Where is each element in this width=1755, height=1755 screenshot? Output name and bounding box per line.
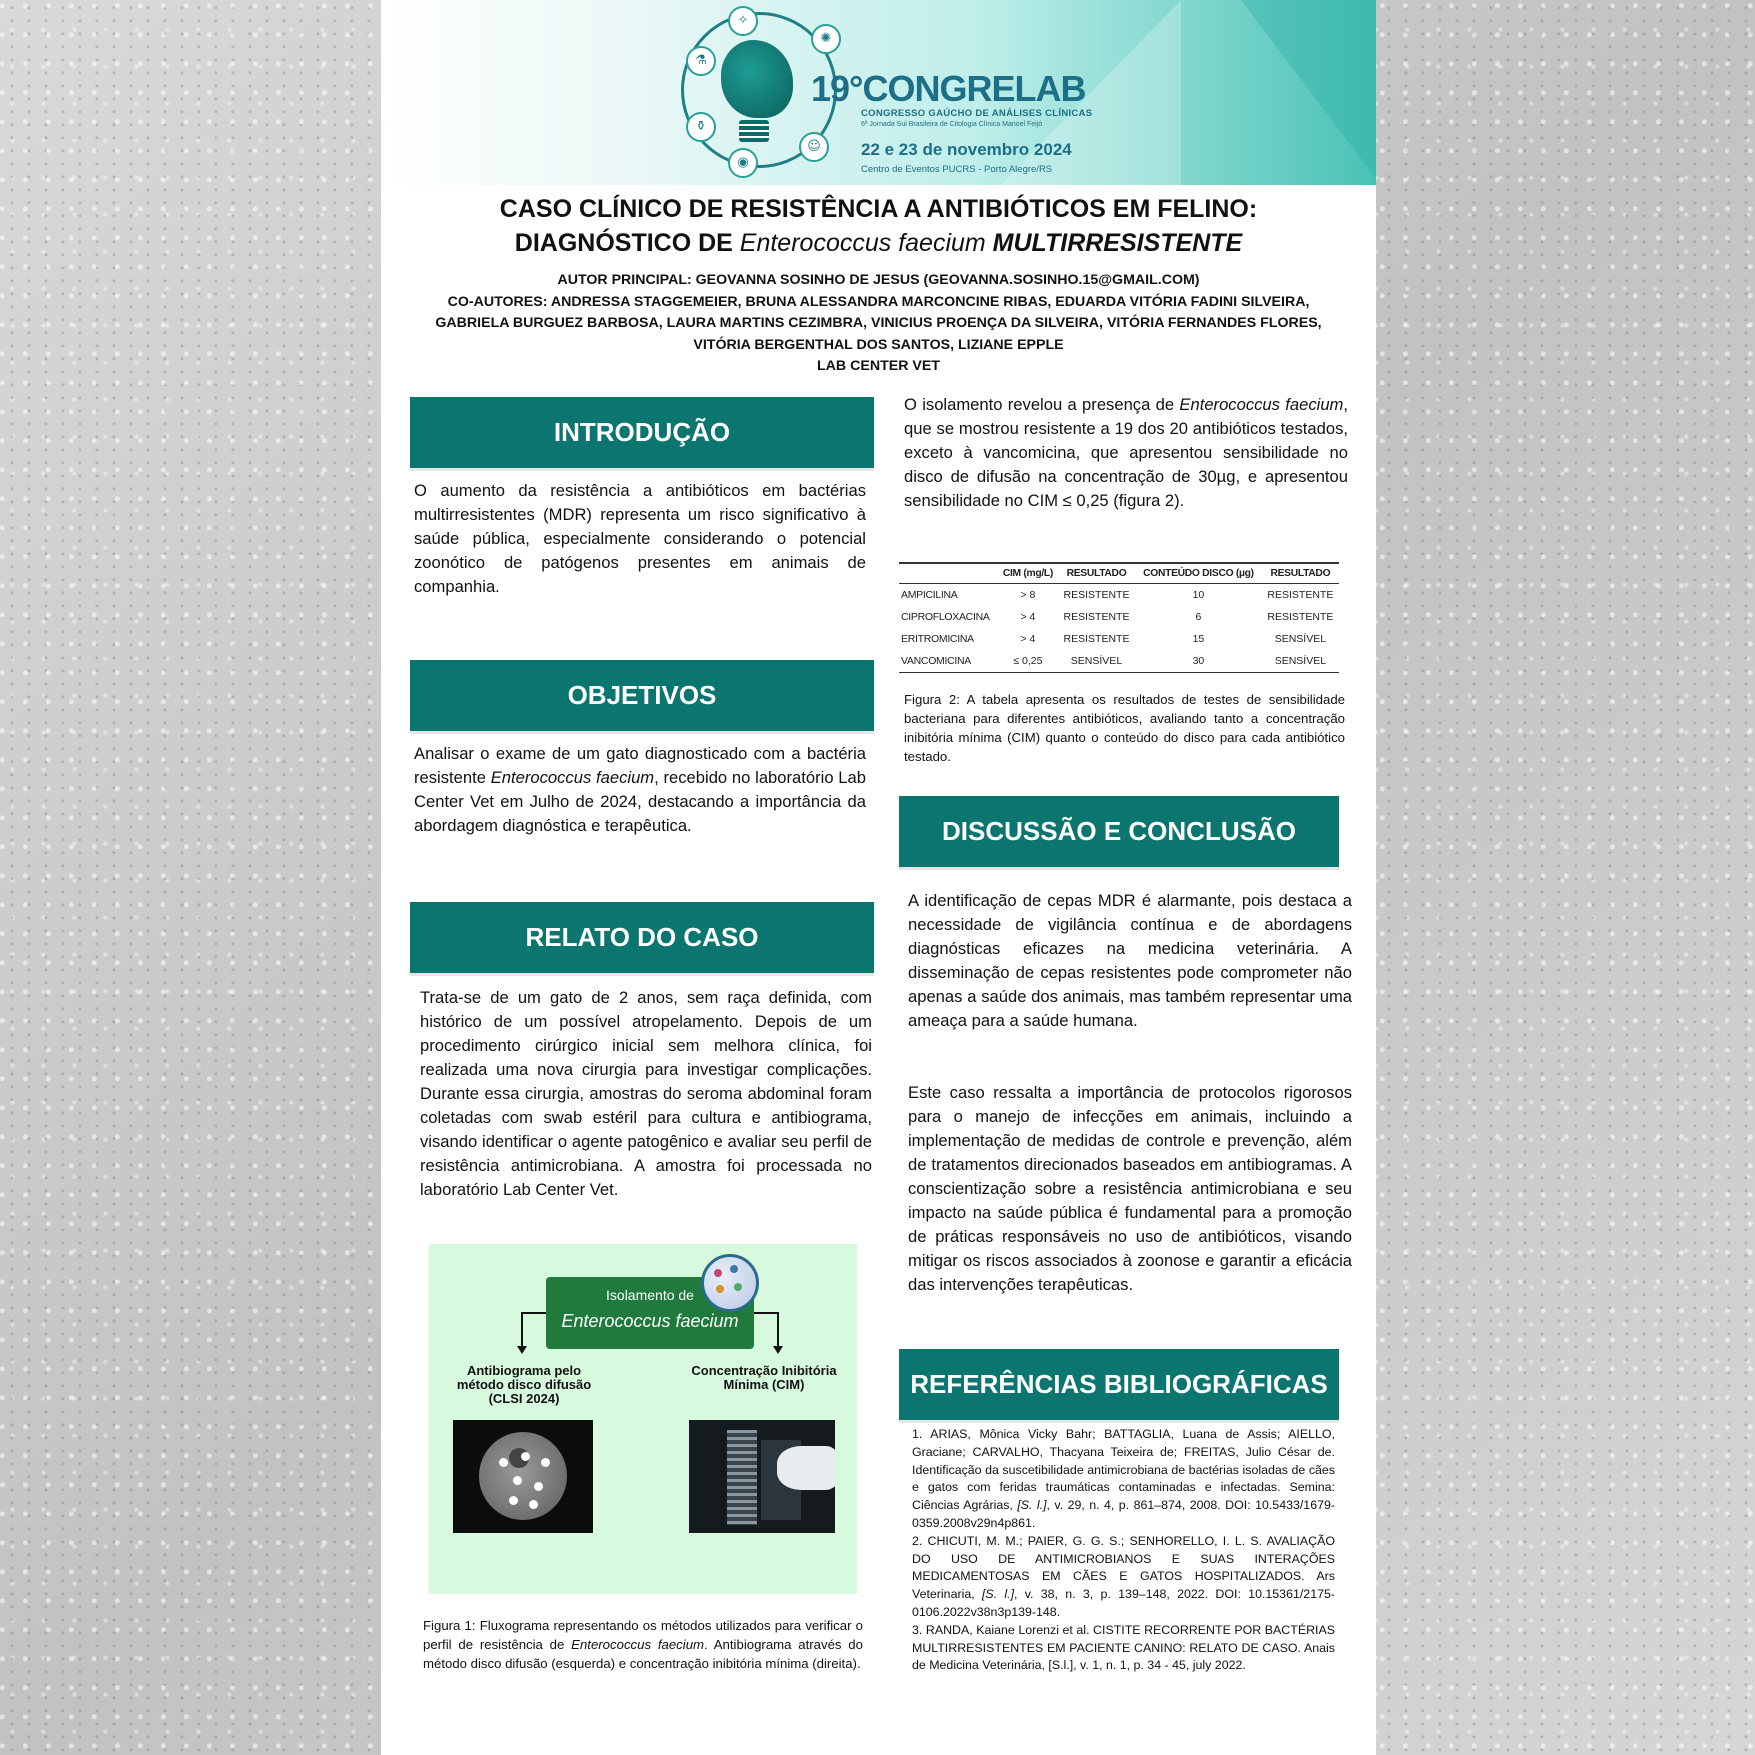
discussao-paragraph-2: Este caso ressalta a importância de protocolos rigorosos para o manejo de infecções em animais, incluindo a implementação de medidas de controle e prevenção, além de tratamentos direcionados baseados em antibiogramas. A conscientização sobre a resistência antimicrobiana e seu impacto na saúde pública é fundamental para a promoção de práticas responsáveis no uso de antibióticos, visando mitigar os riscos associados à zoonose e garantir a eficácia das intervenções terapêuticas. [908,1083,1352,1294]
table-cell: CIPROFLOXACINA [901,611,990,623]
objetivos-heading: OBJETIVOS [410,660,874,731]
table-cell: ≤ 0,25 [998,650,1058,673]
flask-icon: ⚱ [686,112,716,142]
table-cell: > 4 [1020,611,1036,623]
isolation-text-c: , que se mostrou resistente a 19 dos 20 antibióticos testados, exceto à vancomicina, que apresentou sensibilidade no disco de difusão na concentração de 30µg, e apresentou sensibilidade no CIM ≤ 0,25 (figura 2). [904,395,1348,510]
isolation-box-line-1: Isolamento de [606,1287,694,1303]
table-cell: RESISTENTE [1267,589,1334,601]
table-header: CIM (mg/L) [998,563,1058,584]
figure-2-caption: Figura 2: A tabela apresenta os resultados de testes de sensibilidade bacteriana para diferentes antibióticos, avaliando tanto a concentração inibitória mínima (CIM) quanto o conteúdo do disco para cada antibiótico testado. [904,692,1345,764]
reference-1-b: [S. l.] [1017,1498,1047,1513]
flow-line-right [754,1312,778,1314]
table-header: CONTEÚDO DISCO (µg) [1135,563,1262,584]
table-cell: RESISTENTE [1063,611,1130,623]
objetivos-species: Enterococcus faecium [490,768,655,787]
congress-date: 22 e 23 de novembro 2024 [861,140,1072,159]
flow-line-right-down [777,1312,779,1348]
person-icon: ☺ [799,132,829,162]
reference-2 [912,1533,1335,1622]
isolation-species: Enterococcus faecium [1179,395,1344,414]
table-cell: VANCOMICINA [899,650,998,673]
table-header: RESULTADO [1058,563,1135,584]
table-header: RESULTADO [1262,563,1339,584]
objetivos-text [414,742,866,838]
poster [381,0,1376,1755]
table-cell: 15 [1192,633,1205,645]
isolation-text-a: O isolamento revelou a presença de [904,395,1180,414]
microscope-icon: ◉ [728,148,758,178]
title-line-2a: DIAGNÓSTICO DE [514,229,740,257]
title-line-2c: MULTIRRESISTENTE [985,229,1243,257]
congress-subtitle-2: 6ª Jornada Sul Brasileira de Citologia Clínica Manoel Feijó [861,121,1043,128]
table-header [899,563,998,584]
discussao-paragraph-1: A identificação de cepas MDR é alarmante, pois destaca a necessidade de vigilância contínua e de abordagens diagnósticas eficazes na medicina veterinária. A disseminação de cepas resistentes pode comprometer não apenas a saúde dos animais, mas também representar uma ameaça para a saúde humana. [908,891,1352,1030]
objetivos-text-c: , recebido no laboratório Lab Center Vet em Julho de 2024, destacando a importância da abordagem diagnóstica e terapêutica. [414,768,866,835]
figure-1-caption-species: Enterococcus faecium [571,1637,705,1652]
co-authors-line-3: VITÓRIA BERGENTHAL DOS SANTOS, LIZIANE EPPLE [693,336,1064,353]
lightbulb-icon [739,120,769,142]
table-cell: 10 [1192,589,1205,601]
mic-analyzer-image [689,1420,835,1533]
antibiogram-label: Antibiograma pelo método disco difusão (CLSI 2024) [456,1363,592,1406]
reference-2-c: , v. 38, n. 3, p. 139–148, 2022. DOI: 10.15361/2175-0106.2022v38n3p139-148. [912,1587,1335,1619]
discussao-heading: DISCUSSÃO E CONCLUSÃO [899,796,1339,867]
susceptibility-table [899,562,1339,673]
table-cell: AMPICILINA [901,589,958,601]
cell-icon: ✺ [811,24,841,54]
figure-1-caption [423,1616,863,1673]
table-cell: RESISTENTE [1063,589,1130,601]
congress-subtitle: CONGRESSO GAÚCHO DE ANÁLISES CLÍNICAS [861,108,1093,119]
table-cell: SENSÍVEL [1274,633,1327,645]
table-cell: 6 [1195,611,1202,623]
flow-line-left [522,1312,546,1314]
petri-dish-image [453,1420,593,1533]
table-cell: 30 [1135,650,1262,673]
arrow-down-icon [773,1346,783,1354]
table-row [899,628,1339,650]
table-cell: SENSÍVEL [1262,650,1339,673]
table-cell: > 8 [1020,589,1036,601]
table-cell: SENSÍVEL [1058,650,1135,673]
reference-2-b: [S. l.] [981,1587,1015,1602]
table-row [899,606,1339,628]
isolation-text [904,393,1348,513]
table-cell: RESISTENTE [1063,633,1130,645]
table-row [899,650,1339,673]
table-cell: ERITROMICINA [901,633,974,645]
co-authors-line-2: GABRIELA BURGUEZ BARBOSA, LAURA MARTINS CEZIMBRA, VINICIUS PROENÇA DA SILVEIRA, VITÓRIA FERNANDES FLORES, [435,315,1322,331]
objetivos-text-a: Analisar o exame de um gato diagnosticado com a bactéria resistente [414,744,866,787]
references-list [912,1426,1335,1675]
reference-2-a: 2. CHICUTI, M. M.; PAIER, G. G. S.; SENHORELLO, I. L. S. AVALIAÇÃO DO USO DE ANTIMICROBIANOS E SUAS INTERAÇÕES MEDICAMENTOSAS EM CÃES E GATOS HOSPITALIZADOS. Ars Veterinaria, [912,1533,1335,1602]
reference-1-a: 1. ARIAS, Mônica Vicky Bahr; BATTAGLIA, Luana de Assis; AIELLO, Graciane; CARVALHO, Thacyana Teixeira de; FREITAS, Julio César de. Identificação da suscetibilidade antimicrobiana de bactérias isoladas de cães e gatos com feridas traumáticas contaminadas e infectadas. Semina: Ciências Agrárias, [912,1427,1335,1513]
congress-banner [381,0,1376,185]
co-authors-line-1: CO-AUTORES: ANDRESSA STAGGEMEIER, BRUNA ALESSANDRA MARCONCINE RIBAS, EDUARDA VITÓRIA FADINI SILVEIRA, [447,293,1310,310]
reference-1-c: , v. 29, n. 4, p. 861–874, 2008. DOI: 10.5433/1679-0359.2008v29n4p861. [912,1498,1335,1530]
arrow-down-icon [517,1346,527,1354]
relato-heading: RELATO DO CASO [410,902,874,973]
authors-block [401,270,1356,378]
table-header-row [899,563,1339,584]
figure-1-caption-a: Figura 1: Fluxograma representando os métodos utilizados para verificar o perfil de resistência de [423,1618,863,1652]
relato-text: Trata-se de um gato de 2 anos, sem raça definida, com histórico de um possível atropelamento. Depois de um procedimento cirúrgico inicial sem melhora clínica, foi realizada uma nova cirurgia para investigar complicações. Durante essa cirurgia, amostras do seroma abdominal foram coletadas com swab estéril para cultura e antibiograma, visando identificar o agente patogênico e avaliar seu perfil de resistência antimicrobiana. A amostra foi processada no laboratório Lab Center Vet. [420,988,872,1199]
title-line-2 [381,226,1376,260]
title-line-1: CASO CLÍNICO DE RESISTÊNCIA A ANTIBIÓTICOS EM FELINO: [499,195,1258,223]
mic-label: Concentração Inibitória Mínima (CIM) [691,1363,837,1392]
lab-name: LAB CENTER VET [817,358,940,374]
intro-heading: INTRODUÇÃO [410,397,874,468]
test-tube-icon: ⚗ [686,46,716,76]
intro-text: O aumento da resistência a antibióticos em bactérias multirresistentes (MDR) representa um risco significativo à saúde pública, especialmente considerando o potencial zoonótico de patógenos presentes em animais de companhia. [414,481,866,596]
table-cell: RESISTENTE [1267,611,1334,623]
dna-icon: ✧ [728,6,758,36]
flow-line-left-down [521,1312,523,1348]
reference-1 [912,1426,1335,1533]
referencias-heading: REFERÊNCIAS BIBLIOGRÁFICAS [899,1349,1339,1420]
figure-1-caption-c: . Antibiograma através do método disco difusão (esquerda) e concentração inibitória mínima (direita). [423,1637,863,1671]
congress-name: 19°CONGRELAB [811,68,1086,109]
poster-title [381,192,1376,260]
main-author: AUTOR PRINCIPAL: GEOVANNA SOSINHO DE JESUS (GEOVANNA.SOSINHO.15@GMAIL.COM) [557,272,1200,288]
isolation-box-species: Enterococcus faecium [561,1311,739,1331]
reference-3: 3. RANDA, Kaiane Lorenzi et al. CISTITE RECORRENTE POR BACTÉRIAS MULTIRRESISTENTES EM PACIENTE CANINO: RELATO DE CASO. Anais de Medicina Veterinária, [S.l.], v. 1, n. 1, p. 34 - 45, july 2022. [912,1622,1335,1673]
table-cell: > 4 [1020,633,1036,645]
table-row [899,584,1339,607]
congress-place: Centro de Eventos PUCRS - Porto Alegre/RS [861,164,1053,175]
title-species: Enterococcus faecium [739,229,986,257]
figure-1-flowchart [429,1244,857,1594]
bacteria-icon [701,1254,759,1312]
